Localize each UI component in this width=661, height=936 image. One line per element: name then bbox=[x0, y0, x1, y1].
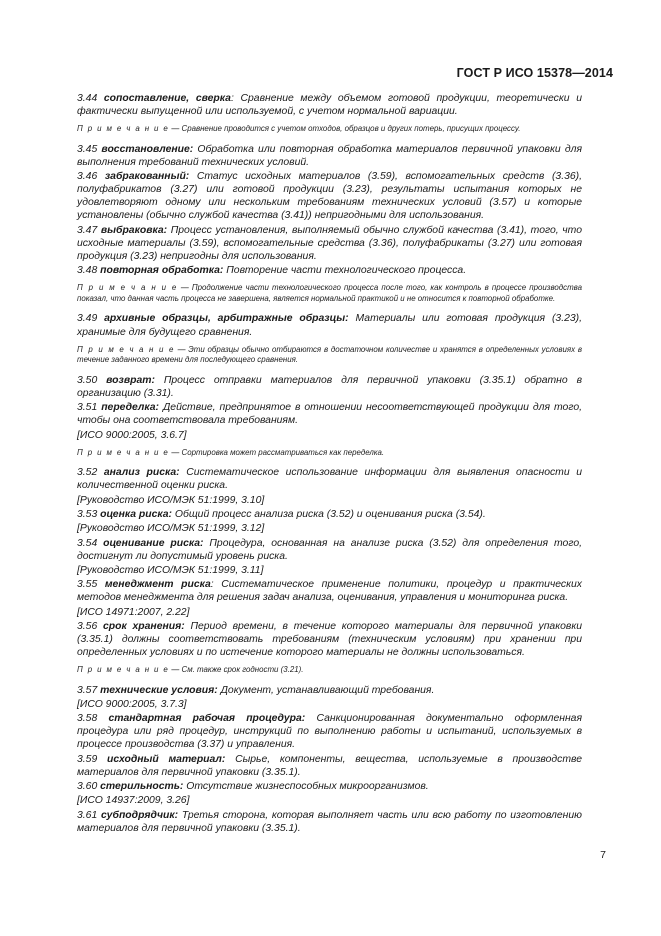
entry-3-44: 3.44 сопоставление, сверка: Сравнение между объемом готовой продукции, теоретически и фактически выпущенной или используемой, с учетом нормальной вариации. bbox=[77, 93, 582, 118]
note: П р и м е ч а н и е — Эти образцы обычно отбираются в достаточном количестве и хранятся в определенных условиях в течение заданного времени для последующего сравнения. bbox=[77, 344, 582, 365]
term: выбраковка: bbox=[100, 224, 168, 236]
term: архивные образцы, арбитражные образцы: bbox=[104, 313, 349, 325]
source-reference: [ИСО 9000:2005, 3.6.7] bbox=[77, 429, 187, 441]
source-reference: [Руководство ИСО/МЭК 51:1999, 3.11] bbox=[77, 564, 264, 576]
entry-3-56: 3.56 срок хранения: Период времени, в течение которого материалы для первичной упаковки (3.35.1) должны соответствовать требованиям (техническим условиям) при хранении при определенных условиях и по истечение которого материалы не должны использоваться. bbox=[77, 620, 583, 658]
entry-3-61: 3.61 субподрядчик: Третья сторона, которая выполняет часть или всю работу по изготовлению материалов для первичной упаковки (3.35.1). bbox=[77, 809, 582, 834]
note: П р и м е ч а н и е — Продолжение части технологического процесса после того, как контроль в процессе производства показал, что данная часть процесса не завершена, является нормальной практикой и не относится к повторной обработке. bbox=[77, 283, 582, 303]
entry-3-60: 3.60 стерильность: Отсутствие жизнеспособных микроорганизмов. bbox=[77, 781, 429, 793]
entry-3-53: 3.53 оценка риска: Общий процесс анализа риска (3.52) и оценивания риска (3.54). bbox=[77, 508, 486, 520]
term: стерильность: bbox=[100, 781, 184, 793]
term: переделка: bbox=[101, 402, 160, 414]
standard-header: ГОСТ Р ИСО 15378—2014 bbox=[456, 66, 613, 80]
entry-3-49: 3.49 архивные образцы, арбитражные образцы: Материалы или готовая продукция (3.23), хранимые для будущего сравнения. bbox=[77, 313, 582, 338]
source-reference: [Руководство ИСО/МЭК 51:1999, 3.12] bbox=[77, 523, 265, 535]
note: П р и м е ч а н и е — См. также срок годности (3.21). bbox=[77, 665, 304, 675]
term: оценивание риска: bbox=[103, 537, 204, 549]
term: повторная обработка: bbox=[100, 265, 224, 277]
entry-3-50: 3.50 возврат: Процесс отправки материалов для первичной упаковки (3.35.1) обратно в организацию (3.31). bbox=[77, 374, 582, 399]
entry-3-59: 3.59 исходный материал: Сырье, компоненты, вещества, используемые в производстве материалов для первичной упаковки (3.35.1). bbox=[77, 753, 582, 778]
definitions-body bbox=[77, 92, 582, 836]
entry-3-55: 3.55 менеджмент риска: Систематическое применение политики, процедур и практических методов менеджмента для решения задач анализа, оценивания, управления и мониторинга риска. bbox=[77, 579, 582, 604]
term: оценка риска: bbox=[100, 508, 173, 520]
entry-3-58: 3.58 стандартная рабочая процедура: Санкционированная документально оформленная процедура или ряд процедур, инструкций по выполнению работы и испытаний, используемых в процессе производства (3.37) и управления. bbox=[77, 713, 582, 751]
term: менеджмент риска bbox=[104, 579, 211, 591]
entry-3-45: 3.45 восстановление: Обработка или повторная обработка материалов первичной упаковки для выполнения требований технических условий. bbox=[77, 143, 582, 168]
term: сопоставление, сверка bbox=[103, 93, 231, 104]
term: технические условия: bbox=[100, 684, 218, 696]
source-reference: [Руководство ИСО/МЭК 51:1999, 3.10] bbox=[77, 494, 265, 506]
term: исходный материал: bbox=[106, 753, 226, 765]
term: восстановление: bbox=[101, 143, 194, 155]
term: возврат: bbox=[106, 374, 155, 386]
entry-3-51: 3.51 переделка: Действие, предпринятое в отношении несоответствующей продукции для того, чтобы она соответствовала требованиям. bbox=[77, 402, 583, 427]
term: срок хранения: bbox=[103, 620, 185, 632]
note: П р и м е ч а н и е — Сравнение проводится с учетом отходов, образцов и других потерь, присущих процессу. bbox=[77, 124, 521, 134]
entry-3-54: 3.54 оценивание риска: Процедура, основанная на анализе риска (3.52) для определения того, достигнут ли допустимый уровень риска. bbox=[77, 537, 582, 562]
entry-3-57: 3.57 технические условия: Документ, устанавливающий требования. bbox=[77, 684, 435, 696]
entry-3-47: 3.47 выбраковка: Процесс установления, выполняемый обычно службой качества (3.41), того, что исходные материалы (3.59), вспомогательные средства (3.36), полуфабрикаты (3.27) или готовая продукция (3.23) непригодны для использования. bbox=[77, 224, 582, 262]
page-number: 7 bbox=[600, 849, 606, 861]
term: анализ риска: bbox=[103, 467, 180, 479]
source-reference: [ИСО 14971:2007, 2.22] bbox=[77, 606, 190, 618]
term: забракованный: bbox=[104, 171, 190, 183]
source-reference: [ИСО 14937:2009, 3.26] bbox=[77, 795, 190, 807]
entry-3-48: 3.48 повторная обработка: Повторение части технологического процесса. bbox=[77, 265, 467, 277]
term: субподрядчик: bbox=[100, 809, 179, 821]
entry-3-52: 3.52 анализ риска: Систематическое использование информации для выявления опасности и количественной оценки риска. bbox=[77, 467, 582, 492]
source-reference: [ИСО 9000:2005, 3.7.3] bbox=[77, 698, 187, 710]
entry-3-46: 3.46 забракованный: Статус исходных материалов (3.59), вспомогательных средств (3.36), полуфабрикатов (3.27) или готовой продукции (3.23), результаты испытания которых не удовлетворяют одному или нескольким требованиям технических условий (3.57) и которые установлены (обычно службой качества (3.41)) непригодными для использования. bbox=[77, 171, 582, 222]
term: стандартная рабочая процедура: bbox=[108, 713, 306, 725]
note: П р и м е ч а н и е — Сортировка может рассматриваться как переделка. bbox=[77, 447, 385, 457]
